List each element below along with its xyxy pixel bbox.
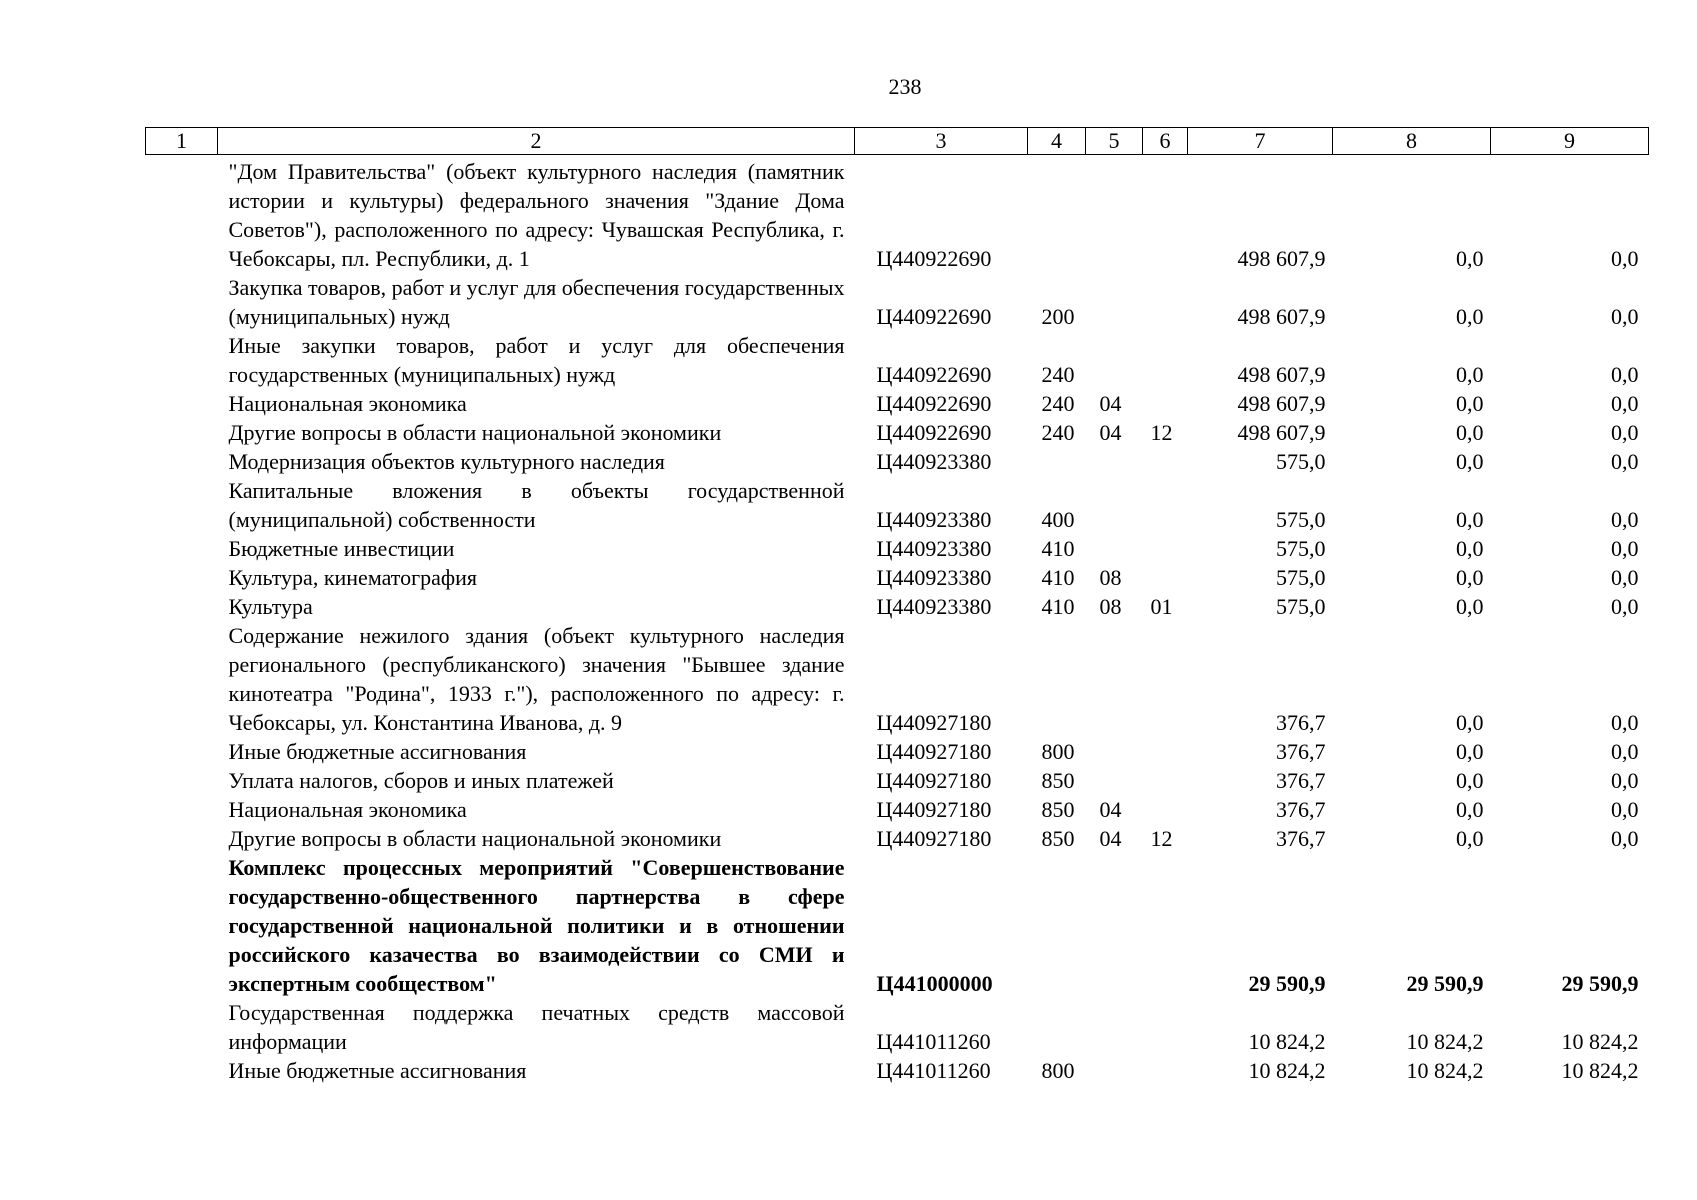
amount-col-9: 0,0 [1611,304,1639,329]
amount-col-7: 10 824,2 [1248,1029,1326,1054]
amount-col-7: 575,0 [1276,449,1326,474]
col-1-cell [146,389,218,418]
amount-col-7: 376,7 [1276,826,1326,851]
item-name: Иные бюджетные ассигнования [228,739,527,764]
section [1086,737,1143,766]
expense-type [1028,853,1086,998]
amount-col-9: 0,0 [1611,246,1639,271]
amount-col-9: 0,0 [1611,739,1639,764]
item-name: Иные бюджетные ассигнования [228,1058,527,1083]
target-code: Ц440923380 [876,536,992,561]
amount-col-7: 10 824,2 [1248,1058,1326,1083]
target-code: Ц440922690 [876,420,992,445]
col-1-cell [146,737,218,766]
expense-type: 240 [1041,391,1075,416]
section: 04 [1099,797,1122,822]
col-1-cell [146,447,218,476]
amount-col-8: 0,0 [1456,594,1484,619]
amount-col-7: 498 607,9 [1237,246,1326,271]
table-row [146,476,1649,534]
table-row [146,447,1649,476]
item-name: Содержание нежилого здания (объект культурного наследия регионального (республиканского) значения "Бывшее здание кинотеатра "Родина", 1933 г."), расположенного по адресу: г. Чебоксары, ул. Константина Иванова, д. 9 [228,623,845,735]
expense-type: 850 [1041,826,1075,851]
page-number: 238 [888,74,922,99]
table-row [146,621,1649,737]
target-code: Ц440922690 [876,246,992,271]
amount-col-9: 0,0 [1611,565,1639,590]
target-code: Ц440922690 [876,304,992,329]
table-row [146,563,1649,592]
col-1-cell [146,563,218,592]
amount-col-9: 0,0 [1611,507,1639,532]
subsection [1143,795,1188,824]
section [1086,476,1143,534]
table-row [146,592,1649,621]
section: 04 [1099,826,1122,851]
table-row [146,824,1649,853]
subsection [1143,389,1188,418]
expense-type: 410 [1041,594,1075,619]
amount-col-8: 10 824,2 [1406,1029,1484,1054]
col-1-cell [146,853,218,998]
item-name: Закупка товаров, работ и услуг для обеспечения государственных (муниципальных) нужд [228,275,845,329]
table-row [146,998,1649,1056]
amount-col-7: 376,7 [1276,768,1326,793]
header-cell: 3 [855,128,1028,155]
section: 04 [1099,420,1122,445]
col-1-cell [146,273,218,331]
section [1086,853,1143,998]
table-row [146,853,1649,998]
item-name: Национальная экономика [228,797,467,822]
target-code: Ц440923380 [876,507,992,532]
item-name: Уплата налогов, сборов и иных платежей [228,768,614,793]
amount-col-7: 498 607,9 [1237,362,1326,387]
amount-col-8: 10 824,2 [1406,1058,1484,1083]
amount-col-7: 498 607,9 [1237,420,1326,445]
section [1086,1056,1143,1085]
subsection: 12 [1150,826,1173,851]
amount-col-9: 0,0 [1611,710,1639,735]
amount-col-7: 575,0 [1276,594,1326,619]
item-name: Культура, кинематография [228,565,478,590]
amount-col-9: 0,0 [1611,362,1639,387]
expense-type: 400 [1041,507,1075,532]
amount-col-8: 0,0 [1456,391,1484,416]
header-cell: 5 [1086,128,1143,155]
expense-type: 850 [1041,797,1075,822]
target-code: Ц440927180 [876,768,992,793]
amount-col-9: 0,0 [1611,536,1639,561]
amount-col-8: 0,0 [1456,826,1484,851]
header-cell: 1 [146,128,218,155]
amount-col-7: 376,7 [1276,797,1326,822]
expense-type: 800 [1041,739,1075,764]
section [1086,331,1143,389]
amount-col-7: 29 590,9 [1248,971,1326,996]
header-cell: 6 [1143,128,1188,155]
header-cell: 9 [1491,128,1649,155]
table-row [146,418,1649,447]
amount-col-9: 0,0 [1611,391,1639,416]
table-row [146,534,1649,563]
subsection [1143,766,1188,795]
subsection [1143,998,1188,1056]
target-code: Ц440923380 [876,565,992,590]
table-row [146,1056,1649,1085]
amount-col-7: 498 607,9 [1237,304,1326,329]
col-1-cell [146,418,218,447]
section: 08 [1099,565,1122,590]
table-row [146,155,1649,274]
target-code: Ц440927180 [876,797,992,822]
amount-col-8: 0,0 [1456,246,1484,271]
item-name: Капитальные вложения в объекты государственной (муниципальной) собственности [228,478,845,532]
col-1-cell [146,1056,218,1085]
amount-col-8: 0,0 [1456,449,1484,474]
section: 04 [1099,391,1122,416]
expense-type: 240 [1041,362,1075,387]
table-row [146,331,1649,389]
item-name: Другие вопросы в области национальной экономики [228,826,722,851]
amount-col-8: 0,0 [1456,362,1484,387]
amount-col-8: 0,0 [1456,304,1484,329]
section [1086,155,1143,274]
amount-col-7: 575,0 [1276,536,1326,561]
target-code: Ц440923380 [876,449,992,474]
expense-type: 410 [1041,536,1075,561]
target-code: Ц440922690 [876,362,992,387]
expense-type [1028,447,1086,476]
target-code: Ц440923380 [876,594,992,619]
subsection: 12 [1150,420,1173,445]
item-name: Комплекс процессных мероприятий "Совершенствование государственно-общественного партнерства в сфере государственной национальной политики и в отношении российского казачества во взаимодействии со СМИ и экспертным сообществом" [228,855,845,996]
budget-table [145,127,1649,1085]
col-1-cell [146,155,218,274]
amount-col-8: 0,0 [1456,536,1484,561]
section [1086,447,1143,476]
header-cell: 7 [1188,128,1333,155]
section [1086,273,1143,331]
table-row [146,273,1649,331]
amount-col-9: 29 590,9 [1561,971,1639,996]
amount-col-8: 0,0 [1456,420,1484,445]
section [1086,998,1143,1056]
item-name: Другие вопросы в области национальной экономики [228,420,722,445]
header-cell: 2 [218,128,855,155]
target-code: Ц440922690 [876,391,992,416]
col-1-cell [146,824,218,853]
amount-col-9: 0,0 [1611,449,1639,474]
subsection: 01 [1150,594,1173,619]
item-name: "Дом Правительства" (объект культурного наследия (памятник истории и культуры) федерального значения "Здание Дома Советов"), расположенного по адресу: Чувашская Республика, г. Чебоксары, пл. Республики, д. 1 [228,159,845,271]
amount-col-9: 0,0 [1611,826,1639,851]
target-code: Ц441000000 [876,971,993,996]
expense-type: 200 [1041,304,1075,329]
section [1086,766,1143,795]
item-name: Бюджетные инвестиции [228,536,455,561]
subsection [1143,534,1188,563]
amount-col-8: 29 590,9 [1406,971,1484,996]
amount-col-9: 0,0 [1611,797,1639,822]
subsection [1143,1056,1188,1085]
target-code: Ц440927180 [876,739,992,764]
amount-col-7: 376,7 [1276,710,1326,735]
subsection [1143,563,1188,592]
col-1-cell [146,766,218,795]
expense-type [1028,998,1086,1056]
item-name: Национальная экономика [228,391,467,416]
amount-col-9: 10 824,2 [1561,1058,1639,1083]
col-1-cell [146,998,218,1056]
amount-col-7: 575,0 [1276,507,1326,532]
amount-col-8: 0,0 [1456,797,1484,822]
target-code: Ц441011260 [876,1029,991,1054]
item-name: Культура [228,594,313,619]
target-code: Ц440927180 [876,826,992,851]
expense-type: 850 [1041,768,1075,793]
target-code: Ц440927180 [876,710,992,735]
item-name: Иные закупки товаров, работ и услуг для обеспечения государственных (муниципальных) нужд [228,333,845,387]
section [1086,621,1143,737]
subsection [1143,737,1188,766]
amount-col-9: 10 824,2 [1561,1029,1639,1054]
table-row [146,737,1649,766]
subsection [1143,273,1188,331]
header-cell: 4 [1028,128,1086,155]
table-body [146,155,1649,1086]
amount-col-8: 0,0 [1456,507,1484,532]
amount-col-9: 0,0 [1611,594,1639,619]
expense-type: 410 [1041,565,1075,590]
section: 08 [1099,594,1122,619]
expense-type: 240 [1041,420,1075,445]
subsection [1143,476,1188,534]
item-name: Государственная поддержка печатных средств массовой информации [228,1000,845,1054]
item-name: Модернизация объектов культурного наследия [228,449,665,474]
target-code: Ц441011260 [876,1058,991,1083]
header-cell: 8 [1333,128,1491,155]
amount-col-8: 0,0 [1456,565,1484,590]
amount-col-7: 376,7 [1276,739,1326,764]
col-1-cell [146,331,218,389]
subsection [1143,447,1188,476]
col-1-cell [146,592,218,621]
subsection [1143,621,1188,737]
col-1-cell [146,534,218,563]
col-1-cell [146,795,218,824]
expense-type: 800 [1041,1058,1075,1083]
amount-col-8: 0,0 [1456,768,1484,793]
amount-col-9: 0,0 [1611,768,1639,793]
subsection [1143,853,1188,998]
col-1-cell [146,476,218,534]
amount-col-8: 0,0 [1456,739,1484,764]
table-row [146,795,1649,824]
expense-type [1028,155,1086,274]
column-number-header [146,128,1649,155]
expense-type [1028,621,1086,737]
amount-col-7: 498 607,9 [1237,391,1326,416]
table-row [146,766,1649,795]
section [1086,534,1143,563]
table-row [146,389,1649,418]
subsection [1143,155,1188,274]
col-1-cell [146,621,218,737]
amount-col-9: 0,0 [1611,420,1639,445]
amount-col-8: 0,0 [1456,710,1484,735]
amount-col-7: 575,0 [1276,565,1326,590]
subsection [1143,331,1188,389]
